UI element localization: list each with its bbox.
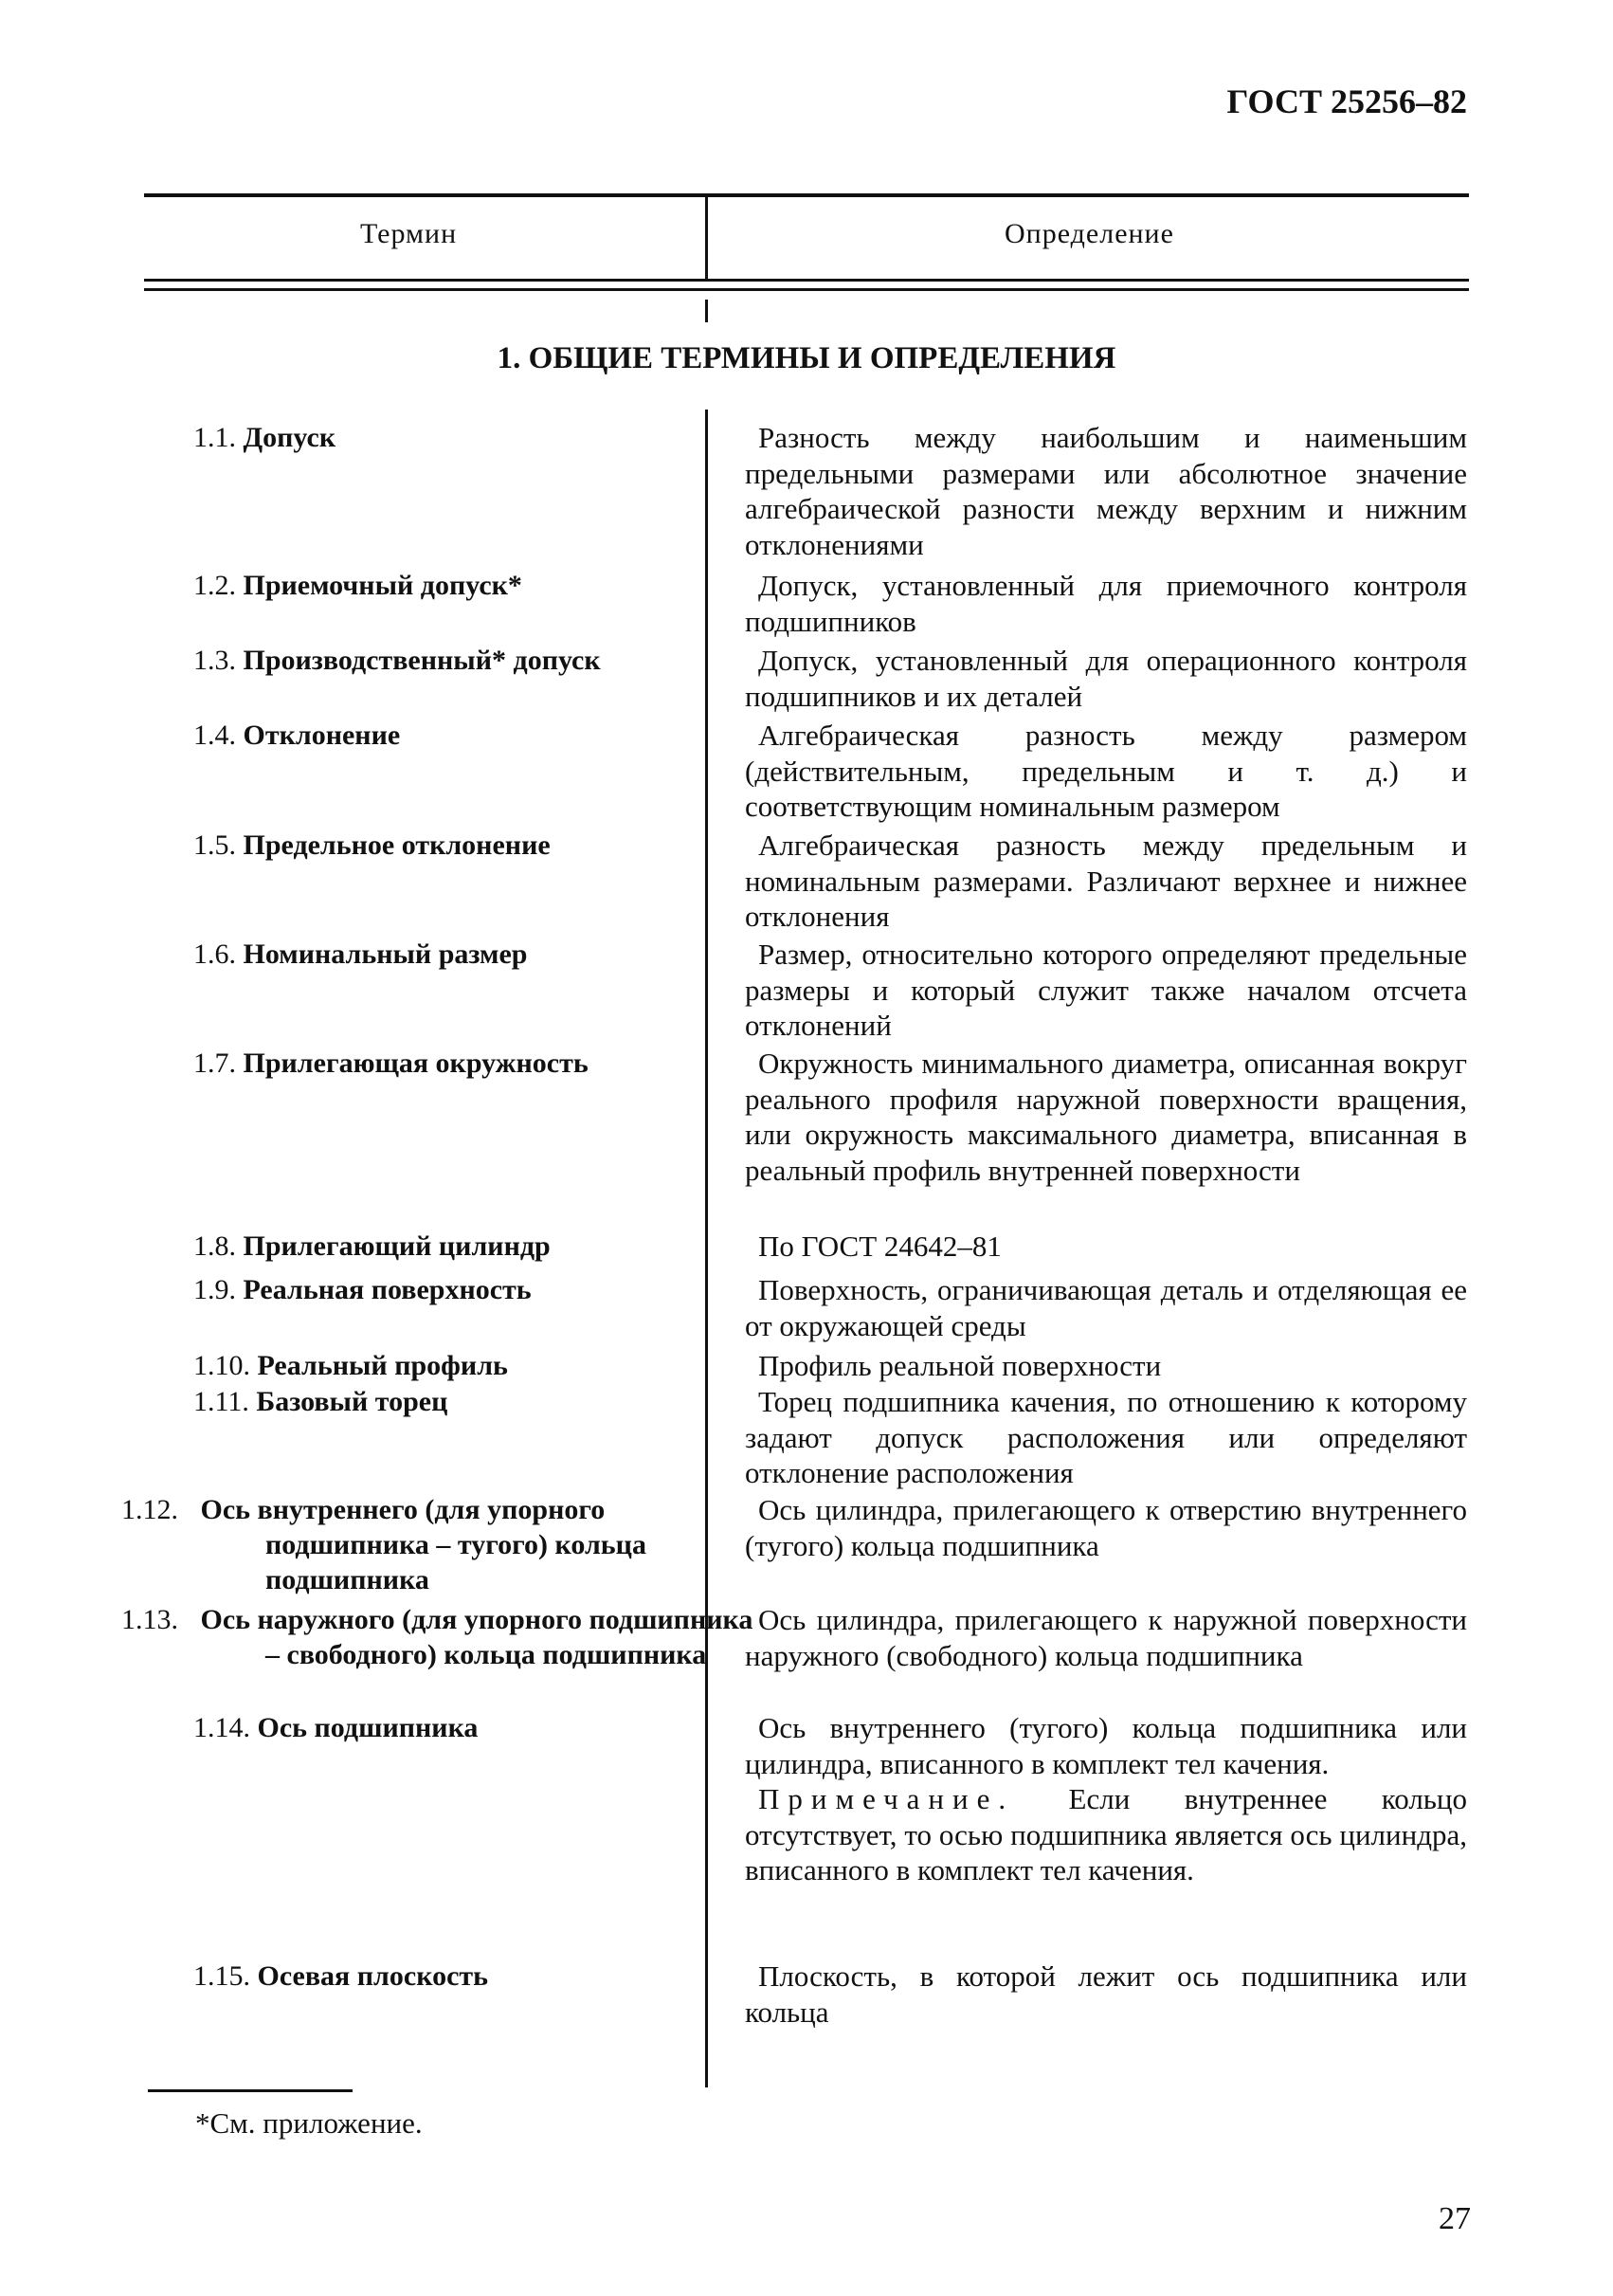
- term-number: 1.11.: [193, 1386, 249, 1417]
- term-number: 1.14.: [193, 1712, 250, 1743]
- term-cell: [193, 1046, 705, 1081]
- term-cell: [193, 568, 705, 603]
- term-name: Прилегающий цилиндр: [243, 1230, 551, 1262]
- term-name: Ось подшипника: [257, 1712, 479, 1743]
- term-number: 1.7.: [193, 1048, 236, 1079]
- column-header-definition: Определение: [1005, 218, 1174, 249]
- term-name: Ось наружного (для упорного подшипника – свободного) кольца подшипника: [200, 1604, 753, 1670]
- definition-cell: [745, 718, 1467, 825]
- term-number: 1.1.: [193, 422, 236, 453]
- definition-text: Плоскость, в которой лежит ось подшипника или кольца: [745, 1959, 1467, 2029]
- column-divider-body: [705, 410, 708, 2087]
- term-cell: [193, 1272, 705, 1307]
- term-name: Предельное отклонение: [243, 829, 551, 861]
- term-name: Ось внутреннего (для упорного подшипника – тугого) кольца подшипника: [200, 1494, 646, 1595]
- definition-cell: [745, 1348, 1467, 1384]
- term-name: Реальная поверхность: [243, 1274, 532, 1305]
- term-name: Отклонение: [243, 720, 401, 751]
- term-cell: 1.13. Ось наружного (для упорного подшипника – свободного) кольца подшипника: [121, 1604, 753, 1670]
- term-number: 1.9.: [193, 1274, 236, 1305]
- definition-cell: [745, 420, 1467, 562]
- column-divider-header: [705, 193, 708, 279]
- term-name: Допуск: [243, 422, 336, 453]
- definition-note: [745, 1781, 1467, 1888]
- header-bottom-rule-1: [144, 279, 1469, 282]
- definition-text: Поверхность, ограничивающая деталь и отделяющая ее от окружающей среды: [745, 1273, 1467, 1342]
- header-top-rule: [144, 193, 1469, 197]
- term-cell: [193, 1229, 705, 1264]
- note-text: Если внутреннее кольцо отсутствует, то осью подшипника является ось цилиндра, вписанного в комплект тел качения.: [745, 1782, 1468, 1886]
- term-name: Осевая плоскость: [257, 1960, 489, 1992]
- term-name: Реальный профиль: [257, 1350, 508, 1381]
- term-cell: [193, 420, 705, 455]
- definition-text: Алгебраическая разность между предельным и номинальным размерами. Различают верхнее и нижнее отклонения: [745, 829, 1467, 933]
- definition-cell: [745, 1272, 1467, 1343]
- definition-text: Ось внутреннего (тугого) кольца подшипника или цилиндра, вписанного в комплект тел качения.: [745, 1711, 1467, 1780]
- column-divider-tick: [705, 300, 708, 322]
- note-label: Примечание.: [758, 1782, 1015, 1815]
- definition-text: Допуск, установленный для операционного контроля подшипников и их деталей: [745, 644, 1467, 713]
- definition-text: Окружность минимального диаметра, описанная вокруг реального профиля наружной поверхности вращения, или окружность максимального диаметра, вписанная в реальный профиль внутренней поверхности: [745, 1047, 1467, 1187]
- definition-cell: [745, 937, 1467, 1044]
- definition-text: Размер, относительно которого определяют предельные размеры и который служит также началом отсчета отклонений: [745, 938, 1467, 1042]
- term-cell: [193, 828, 705, 863]
- term-cell: [193, 1959, 705, 1994]
- definition-cell: [745, 828, 1467, 935]
- page-number: 27: [1439, 2201, 1471, 2236]
- definition-cell: [745, 1710, 1467, 1888]
- term-cell: [193, 1710, 705, 1745]
- term-number: 1.10.: [193, 1350, 250, 1381]
- definition-cell: [745, 1229, 1467, 1265]
- section-title: 1. ОБЩИЕ ТЕРМИНЫ И ОПРЕДЕЛЕНИЯ: [497, 341, 1116, 375]
- definition-cell: [745, 1384, 1467, 1491]
- term-name: Номинальный размер: [243, 938, 528, 970]
- term-number: 1.6.: [193, 938, 236, 970]
- definition-text: Торец подшипника качения, по отношению к которому задают допуск расположения или определяют отклонение расположения: [745, 1385, 1467, 1489]
- term-number: 1.8.: [193, 1230, 236, 1262]
- definition-cell: [745, 568, 1467, 639]
- term-cell: 1.12. Ось внутреннего (для упорного подшипника – тугого) кольца подшипника: [121, 1494, 646, 1595]
- term-number: 1.15.: [193, 1960, 250, 1992]
- term-number: 1.4.: [193, 720, 236, 751]
- term-cell: [193, 1384, 705, 1419]
- definition-text: Алгебраическая разность между размером (действительным, предельным и т. д.) и соответствующим номинальным размером: [745, 719, 1467, 823]
- term-cell: [193, 937, 705, 972]
- definition-cell: [745, 1602, 1467, 1673]
- term-cell: [193, 718, 705, 753]
- term-cell: [193, 643, 705, 678]
- term-number: 1.5.: [193, 829, 236, 861]
- definition-cell: [745, 1046, 1467, 1188]
- term-cell: [193, 1348, 705, 1383]
- definition-cell: [745, 1492, 1467, 1563]
- definition-cell: [745, 643, 1467, 714]
- definition-text: Разность между наибольшим и наименьшим предельными размерами или абсолютное значение алгебраической разности между верхним и нижним отклонениями: [745, 421, 1467, 561]
- definition-text: Допуск, установленный для приемочного контроля подшипников: [745, 569, 1467, 638]
- term-name: Базовый торец: [256, 1386, 448, 1417]
- header-bottom-rule-2: [144, 288, 1469, 291]
- footnote: *См. приложение.: [195, 2106, 423, 2140]
- term-number: 1.3.: [193, 645, 236, 676]
- term-number: 1.2.: [193, 570, 236, 601]
- definition-text: По ГОСТ 24642–81: [758, 1230, 1002, 1263]
- definition-text: Профиль реальной поверхности: [758, 1349, 1162, 1382]
- definition-text: Ось цилиндра, прилегающего к наружной поверхности наружного (свободного) кольца подшипника: [745, 1603, 1467, 1672]
- column-header-term: Термин: [360, 218, 458, 249]
- document-code: ГОСТ 25256–82: [1226, 82, 1467, 120]
- definition-cell: [745, 1959, 1467, 2030]
- term-name: Производственный* допуск: [243, 645, 601, 676]
- definition-text: Ось цилиндра, прилегающего к отверстию внутреннего (тугого) кольца подшипника: [745, 1493, 1467, 1562]
- term-name: Прилегающая окружность: [243, 1048, 589, 1079]
- term-name: Приемочный допуск*: [243, 570, 522, 601]
- footnote-rule: [148, 2089, 353, 2092]
